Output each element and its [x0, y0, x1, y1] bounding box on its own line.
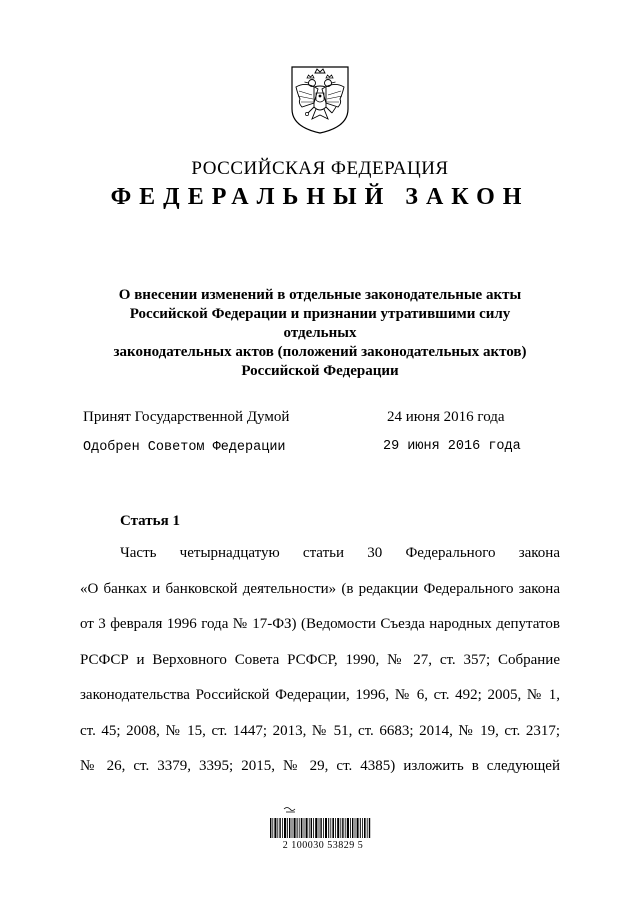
body-line: № 26, ст. 3379, 3395; 2015, № 29, ст. 4385) изложить в следующей [80, 758, 560, 774]
council-approval-label: Одобрен Советом Федерации [83, 440, 286, 455]
body-line: ст. 45; 2008, № 15, ст. 1447; 2013, № 51, ст. 6683; 2014, № 19, ст. 2317; [80, 722, 560, 739]
duma-adoption-label: Принят Государственной Думой [83, 409, 290, 425]
law-title-line: Российской Федерации и признании утратившими силу отдельных [129, 306, 511, 341]
law-title [100, 286, 540, 381]
coat-of-arms-emblem [288, 63, 352, 135]
body-line: «О банках и банковской деятельности» (в редакции Федерального закона [80, 580, 560, 597]
article-body [80, 540, 560, 789]
barcode-number: 2 100030 53829 5 [282, 840, 364, 851]
law-title-line: О внесении изменений в отдельные законодательные акты [118, 287, 522, 303]
body-line: от 3 февраля 1996 года № 17-ФЗ) (Ведомости Съезда народных депутатов [80, 616, 560, 632]
body-line: РСФСР и Верховного Совета РСФСР, 1990, № 27, ст. 357; Собрание [80, 651, 560, 668]
country-heading: РОССИЙСКАЯ ФЕДЕРАЦИЯ [191, 158, 449, 179]
council-approval-date: 29 июня 2016 года [383, 439, 521, 454]
law-title-line: Российской Федерации [241, 363, 399, 379]
body-line: Часть четырнадцатую статьи 30 Федерального закона [120, 545, 560, 561]
duma-adoption-date: 24 июня 2016 года [387, 409, 505, 425]
article-heading: Статья 1 [120, 513, 180, 529]
body-line: законодательства Российской Федерации, 1996, № 6, ст. 492; 2005, № 1, [80, 687, 560, 703]
law-title-line: законодательных актов (положений законодательных актов) [113, 344, 527, 360]
document-type-heading: ФЕДЕРАЛЬНЫЙ ЗАКОН [110, 184, 530, 210]
